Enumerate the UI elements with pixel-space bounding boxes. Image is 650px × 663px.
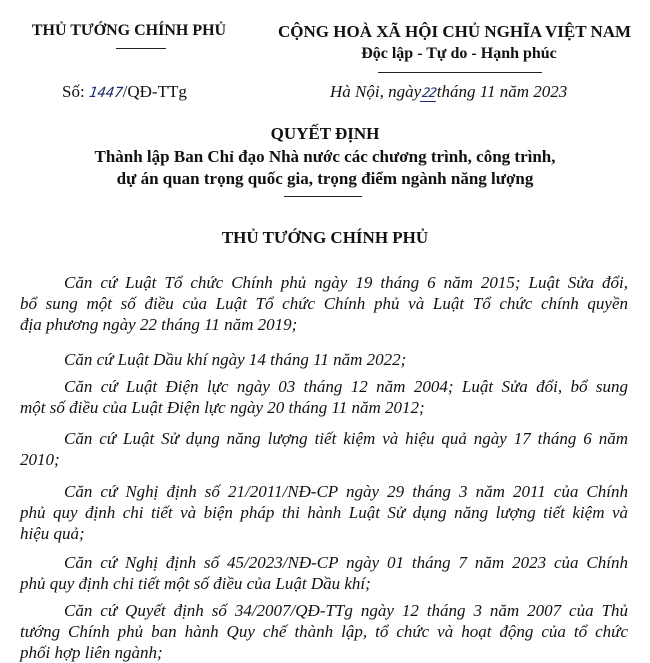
- paragraph-line: bổ sung một số điều của Luật Tổ chức Chính phủ và Luật Tổ chức chính quyền: [20, 294, 628, 313]
- paragraph-line: Căn cứ Nghị định số 45/2023/NĐ-CP ngày 01 tháng 7 năm 2023 của Chính: [64, 553, 628, 572]
- paragraph-line: 2010;: [20, 450, 60, 469]
- handwritten-number: 1447: [87, 85, 124, 101]
- paragraph-line: Căn cứ Luật Tổ chức Chính phủ ngày 19 tháng 6 năm 2015; Luật Sửa đổi,: [64, 273, 628, 292]
- paragraph-line: phủ quy định chi tiết và biện pháp thi hành Luật Sử dụng năng lượng tiết kiệm và: [20, 503, 628, 522]
- paragraph-line: phủ quy định chi tiết một số điều của Luật Dầu khí;: [20, 574, 371, 593]
- paragraph-line: Căn cứ Nghị định số 21/2011/NĐ-CP ngày 29 tháng 3 năm 2011 của Chính: [64, 482, 628, 501]
- paragraph-3: [20, 376, 628, 418]
- paragraph-4: [20, 428, 628, 470]
- paragraph-line: Căn cứ Luật Sử dụng năng lượng tiết kiệm và hiệu quả ngày 17 tháng 6 năm: [64, 429, 628, 448]
- country-name: CỘNG HOÀ XÃ HỘI CHỦ NGHĨA VIỆT NAM: [278, 22, 632, 41]
- date-prefix: Hà Nội, ngày: [330, 82, 422, 101]
- paragraph-line: Căn cứ Quyết định số 34/2007/QĐ-TTg ngày 12 tháng 3 năm 2007 của Thủ: [64, 601, 628, 620]
- number-suffix: /QĐ-TTg: [122, 82, 187, 101]
- issuer-heading: THỦ TƯỚNG CHÍNH PHỦ: [221, 228, 429, 247]
- paragraph-line: Căn cứ Luật Điện lực ngày 03 tháng 12 năm 2004; Luật Sửa đổi, bổ sung: [64, 377, 628, 396]
- motto-underline: [378, 72, 542, 73]
- paragraph-6: [20, 552, 628, 594]
- paragraph-line: tướng Chính phủ ban hành Quy chế thành lập, tổ chức và hoạt động của tổ chức: [20, 622, 628, 641]
- decision-subtitle-line-2: dự án quan trọng quốc gia, trọng điểm ngành năng lượng: [116, 169, 534, 188]
- paragraph-1: [20, 272, 628, 335]
- paragraph-line: Căn cứ Luật Dầu khí ngày 14 tháng 11 năm 2022;: [64, 350, 407, 369]
- paragraph-line: hiệu quả;: [20, 524, 85, 543]
- date-suffix: tháng 11 năm 2023: [436, 82, 568, 101]
- issuing-authority: THỦ TƯỚNG CHÍNH PHỦ: [31, 22, 227, 39]
- paragraph-line: phối hợp liên ngành;: [20, 643, 163, 662]
- paragraph-line: địa phương ngày 22 tháng 11 năm 2019;: [20, 315, 298, 334]
- handwritten-day: 22: [421, 86, 437, 101]
- number-prefix: Số:: [62, 82, 85, 101]
- title-underline: [284, 196, 362, 197]
- paragraph-line: một số điều của Luật Điện lực ngày 20 tháng 11 năm 2012;: [20, 398, 425, 417]
- paragraph-5: [20, 481, 628, 544]
- document-number: [62, 82, 187, 102]
- authority-underline: [116, 48, 166, 49]
- decision-title: QUYẾT ĐỊNH: [270, 124, 380, 143]
- paragraph-7: [20, 600, 628, 663]
- national-motto: Độc lập - Tự do - Hạnh phúc: [361, 45, 557, 62]
- document-date: [330, 82, 567, 102]
- paragraph-2: [20, 349, 628, 370]
- decision-subtitle-line-1: Thành lập Ban Chỉ đạo Nhà nước các chương trình, công trình,: [94, 147, 556, 166]
